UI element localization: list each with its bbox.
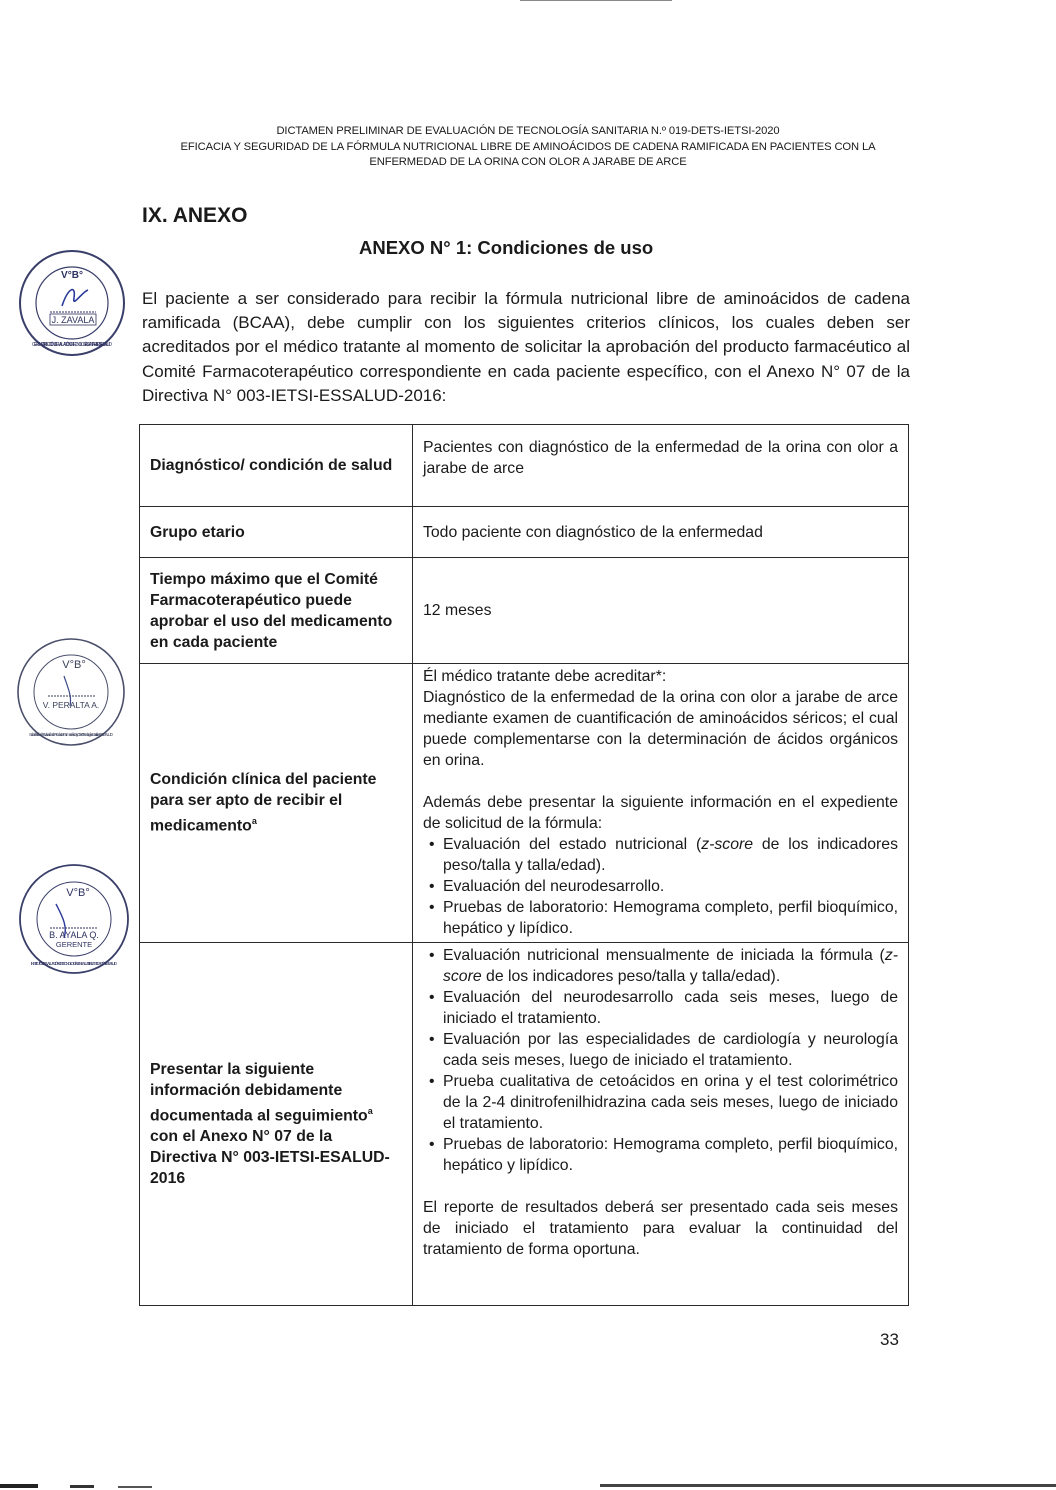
intro-paragraph: El paciente a ser considerado para recibir la fórmula nutricional libre de aminoácidos de cadena ramificada (BCAA), debe cumplir con los siguientes criterios clínicos, los cuales deben ser acreditados por el médico tratante al momento de solicitar la aprobación del producto farmacéutico al Comité Farmacoterapéutico correspondiente en cada paciente específico, con el Anexo N° 07 de la Directiva N° 003-IETSI-ESSALUD-2016: [142, 289, 910, 405]
top-rule [520, 0, 672, 1]
list-item: • Pruebas de laboratorio: Hemograma completo, perfil bioquímico, hepático y lipídico. [443, 1134, 898, 1176]
row-label: Presentar la siguiente información debidamente documentada al seguimiento$^a$ con el Anexo N° 07 de la Directiva N° 003-IETSI-ESALUD-2016 [140, 943, 413, 1306]
follow-up-list [423, 945, 898, 1176]
document-header [110, 124, 946, 171]
stamp-role: GERENTE [55, 940, 93, 949]
approval-stamp-ayala [16, 862, 132, 976]
list-item: • Prueba cualitativa de cetoácidos en orina y el test colorimétrico de la 2-4 dinitrofenilhidrazina cada seis meses, luego de iniciado el tratamiento. [443, 1071, 898, 1134]
page-number: 33 [880, 1330, 899, 1349]
approval-stamp-zavala [16, 248, 128, 358]
list-item: • Evaluación del neurodesarrollo cada seis meses, luego de iniciado el tratamiento. [443, 987, 898, 1029]
annex-title: ANEXO N° 1: Condiciones de uso [359, 237, 654, 258]
list-item: • Evaluación por las especialidades de cardiología y neurología cada seis meses, luego de iniciado el tratamiento. [443, 1029, 898, 1071]
header-line-1: DICTAMEN PRELIMINAR DE EVALUACIÓN DE TECNOLOGÍA SANITARIA N.º 019-DETS-IETSI-2020 [276, 125, 780, 137]
list-item: • Evaluación del estado nutricional (z-score de los indicadores peso/talla y talla/edad). [443, 834, 898, 876]
stamp-name: J. ZAVALA [51, 315, 95, 325]
row-value: Todo paciente con diagnóstico de la enfermedad [413, 507, 909, 558]
stamp-ring-text: Subdirección de Evaluación de Productos Farmacéuticos y Otras Tecnologías Sanitarias · ESSALUD [29, 732, 113, 737]
row-value [413, 943, 909, 1306]
stamp-vb: V°B° [61, 270, 83, 281]
conditions-table [139, 424, 909, 1306]
list-item: • Evaluación nutricional mensualmente de iniciada la fórmula (z-score de los indicadores peso/talla y talla/edad). [443, 945, 898, 987]
row-label: Condición clínica del paciente para ser apto de recibir el medicamento$^a$ [140, 664, 413, 943]
table-row [140, 507, 909, 558]
list-item: • Evaluación del neurodesarrollo. [443, 876, 898, 897]
header-line-3: ENFERMEDAD DE LA ORINA CON OLOR A JARABE DE ARCE [369, 156, 687, 168]
row-label: Tiempo máximo que el Comité Farmacoterapéutico puede aprobar el uso del medicamento en cada paciente [140, 558, 413, 664]
stamp-name: V. PERALTA A. [42, 700, 100, 710]
row-value: Pacientes con diagnóstico de la enfermedad de la orina con olor a jarabe de arce [413, 425, 909, 507]
table-row [140, 943, 909, 1306]
table-row [140, 558, 909, 664]
stamp-ring-text: INSTITUTO DE EVALUACIÓN DE TECNOLOGÍAS EN SALUD E INVESTIGACIÓN · ESSALUD [30, 961, 118, 966]
scan-edge-marks [0, 1478, 1056, 1490]
stamp-vb: V°B° [62, 659, 86, 671]
row-paragraph: Diagnóstico de la enfermedad de la orina con olor a jarabe de arce mediante examen de cuantificación de aminoácidos séricos; el cual puede complementarse con la determinación de ácidos orgánicos en orina. [423, 689, 898, 769]
row-lead: Él médico tratante debe acreditar*: [423, 668, 667, 685]
row-label: Diagnóstico/ condición de salud [140, 425, 413, 507]
stamp-ring-text: GERENCIA DIRECCIÓN DE EVALUACIÓN DE TECNOLOGÍAS SANITARIAS · IETSI-ESSALUD [31, 342, 113, 348]
stamp-name: B. AYALA Q. [49, 930, 99, 940]
approval-stamp-peralta [14, 636, 128, 748]
table-row [140, 425, 909, 507]
row-paragraph: Además debe presentar la siguiente información en el expediente de solicitud de la fórmula: [423, 794, 898, 832]
row-value [413, 664, 909, 943]
header-line-2: EFICACIA Y SEGURIDAD DE LA FÓRMULA NUTRICIONAL LIBRE DE AMINOÁCIDOS DE CADENA RAMIFICADA EN PACIENTES CON LA [180, 140, 876, 153]
requirements-list [423, 834, 898, 939]
row-closing: El reporte de resultados deberá ser presentado cada seis meses de iniciado el tratamiento para evaluar la continuidad del tratamiento de forma oportuna. [423, 1199, 898, 1258]
table-row [140, 664, 909, 943]
row-value: 12 meses [413, 558, 909, 664]
signature-icon [62, 290, 88, 306]
section-title: IX. ANEXO [142, 204, 248, 227]
list-item: • Pruebas de laboratorio: Hemograma completo, perfil bioquímico, hepático y lipídico. [443, 897, 898, 939]
row-label: Grupo etario [140, 507, 413, 558]
stamp-vb: V°B° [66, 887, 90, 899]
